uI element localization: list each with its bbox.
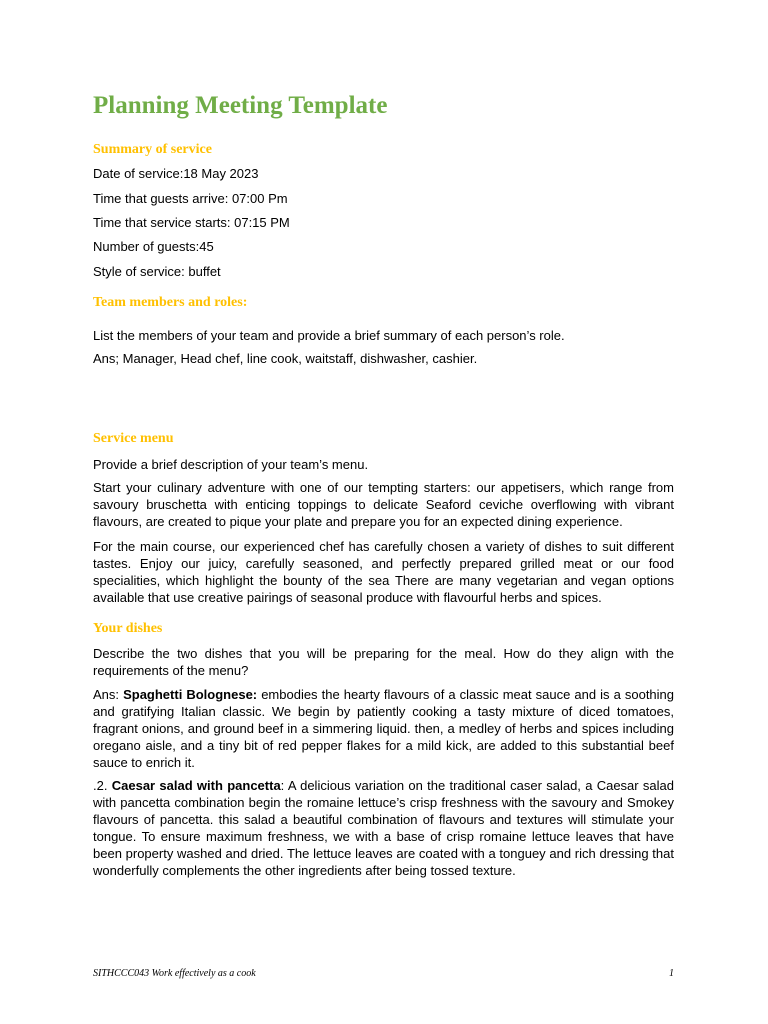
- guest-count: Number of guests:45: [93, 239, 214, 254]
- service-start-time: Time that service starts: 07:15 PM: [93, 215, 290, 230]
- dish-1-text: embodies the hearty flavours of a classic meat sauce and is a soothing and gratifying Italian classic. We begin by patiently cooking a tasty mixture of diced tomatoes, fragrant onions, and ground beef in a simmering liquid. then, a medley of herbs and spices including oregano aisle, and a tiny bit of red pepper flakes for a mild kick, are added to this substantial beef sauce to enrich it.: [93, 687, 675, 770]
- dish-2-prefix: .2.: [93, 778, 112, 793]
- menu-heading: Service menu: [93, 431, 174, 446]
- dish-2-text: : A delicious variation on the traditional caser salad, a Caesar salad with pancetta combination begin the romaine lettuce’s crisp freshness with the savoury and Smokey flavours of pancetta. this salad a beautiful combination of flavours and textures will stimulate your tongue. To ensure maximum freshness, we with a base of crisp romaine lettuce leaves that have been property washed and dried. The lettuce leaves are coated with a tonguey and rich dressing that wonderfully complements the other ingredients after being tossed texture.: [93, 778, 674, 878]
- menu-paragraph-mains: For the main course, our experienced chef has carefully chosen a variety of dishes to suit different tastes. Enjoy our juicy, carefully seasoned, and perfectly prepared grilled meat or our food specialities, which highlight the bounty of the sea There are many vegetarian and vegan options available that use creative pairings of seasonal produce with flavourful herbs and spices.: [93, 539, 674, 605]
- page-title: Planning Meeting Template: [93, 92, 388, 119]
- dishes-prompt: Describe the two dishes that you will be preparing for the meal. How do they align with the requirements of the menu?: [93, 646, 674, 678]
- dish-2-name: Caesar salad with pancetta: [111, 778, 281, 793]
- team-answer: Ans; Manager, Head chef, line cook, waitstaff, dishwasher, cashier.: [93, 351, 478, 366]
- page-footer: [93, 968, 674, 979]
- dish-2-description: [93, 777, 674, 879]
- page-number: 1: [669, 968, 674, 979]
- dish-1-name: Spaghetti Bolognese:: [123, 687, 258, 702]
- menu-paragraph-starters: Start your culinary adventure with one of our tempting starters: our appetisers, which range from savoury bruschetta with enticing toppings to delicate Seaford ceviche overflowing with vibrant flavours, are created to pique your plate and prepare you for an expected dining experience.: [93, 480, 674, 529]
- footer-course-code: SITHCCC043 Work effectively as a cook: [93, 968, 256, 979]
- team-prompt: List the members of your team and provide a brief summary of each person’s role.: [93, 328, 565, 343]
- guest-arrival-time: Time that guests arrive: 07:00 Pm: [93, 191, 288, 206]
- service-style: Style of service: buffet: [93, 264, 221, 279]
- dish-1-description: [93, 686, 674, 771]
- menu-prompt: Provide a brief description of your team’s menu.: [93, 457, 369, 472]
- team-heading: Team members and roles:: [93, 295, 248, 310]
- service-date: Date of service:18 May 2023: [93, 166, 259, 181]
- summary-heading: Summary of service: [93, 142, 212, 157]
- dish-1-prefix: Ans:: [93, 687, 124, 702]
- dishes-heading: Your dishes: [93, 621, 163, 636]
